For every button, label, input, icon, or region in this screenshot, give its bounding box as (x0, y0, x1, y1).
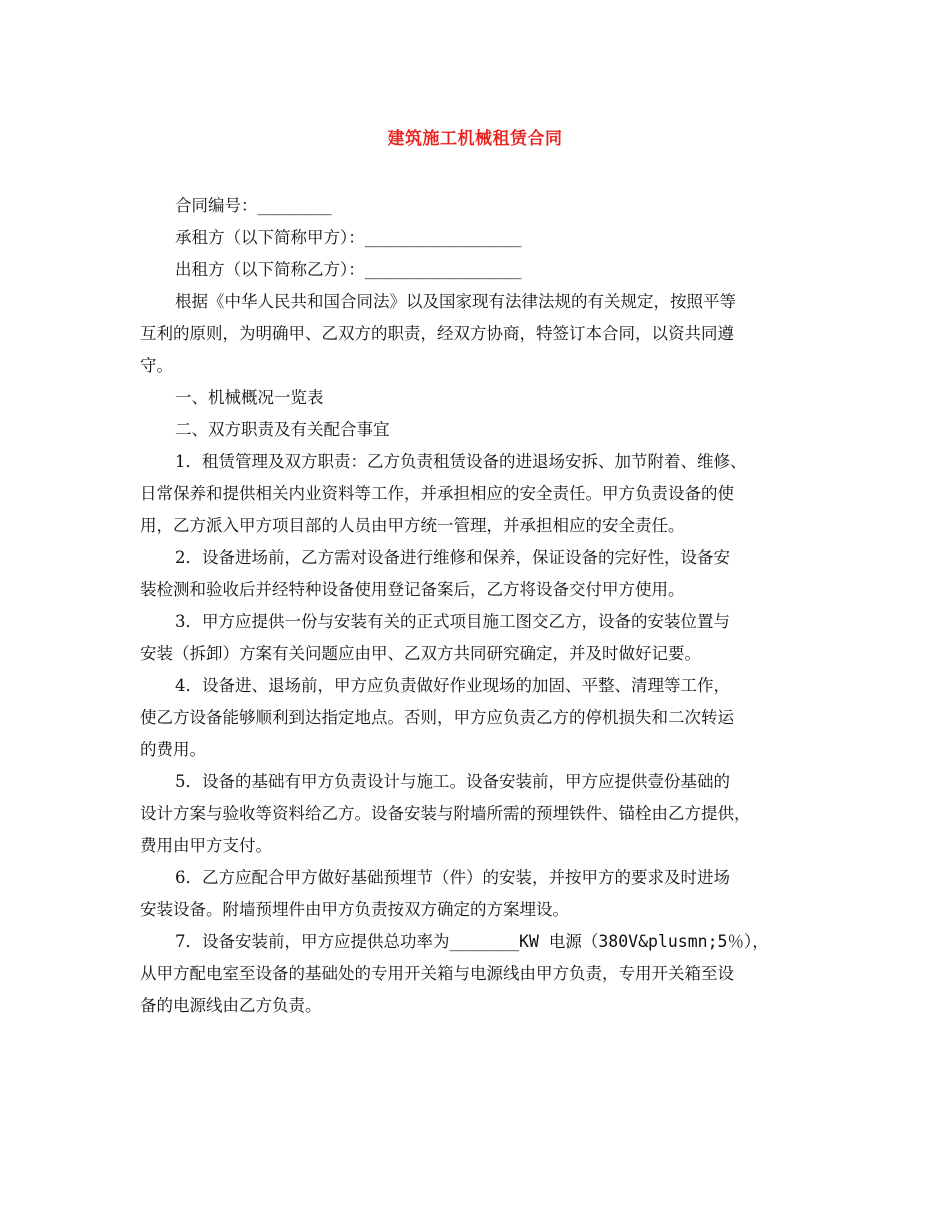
item-7-line-2: 从甲方配电室至设备的基础处的专用开关箱与电源线由甲方负责，专用开关箱至设 (140, 964, 734, 983)
item-1-line-1: 1．租赁管理及双方职责：乙方负责租赁设备的进退场安拆、加节附着、维修、 (175, 452, 747, 471)
item-4-line-1: 4．设备进、退场前，甲方应负责做好作业现场的加固、平整、清理等工作， (175, 676, 730, 695)
preamble-line-2: 互利的原则，为明确甲、乙双方的职责，经双方协商，特签订本合同，以资共同遵 (140, 324, 734, 343)
item-7-line-1 (140, 926, 830, 958)
lessor-line: 出租方（以下简称乙方）：___________________ (175, 260, 522, 279)
item-6-line-1: 6．乙方应配合甲方做好基础预埋节（件）的安装，并按甲方的要求及时进场 (175, 868, 730, 887)
item-7-line-3: 备的电源线由乙方负责。 (140, 996, 322, 1015)
item-4-line-2: 使乙方设备能够顺利到达指定地点。否则，甲方应负责乙方的停机损失和二次转运 (140, 708, 734, 727)
contract-number-line: 合同编号：_________ (175, 196, 332, 215)
document-title: 建筑施工机械租赁合同 (387, 129, 563, 149)
item-7-text: 7．设备安装前，甲方应提供总功率为 (175, 932, 450, 951)
section-1-heading: 一、机械概况一览表 (175, 388, 324, 407)
item-6-line-2: 安装设备。附墙预埋件由甲方负责按双方确定的方案埋设。 (140, 900, 569, 919)
section-2-heading: 二、双方职责及有关配合事宜 (175, 420, 390, 439)
document-body (140, 190, 830, 1022)
item-3-line-2: 安装（拆卸）方案有关问题应由甲、乙双方共同研究确定，并及时做好记要。 (140, 644, 701, 663)
item-5-line-2: 设计方案与验收等资料给乙方。设备安装与附墙所需的预埋铁件、锚栓由乙方提供， (140, 804, 751, 823)
item-7-power-blank: _______KW 电源（380V&plusmn;5％）， (449, 932, 769, 951)
item-2-line-2: 装检测和验收后并经特种设备使用登记备案后，乙方将设备交付甲方使用。 (140, 580, 685, 599)
lessee-line: 承租方（以下简称甲方）：___________________ (175, 228, 522, 247)
item-1-line-3: 用，乙方派入甲方项目部的人员由甲方统一管理，并承担相应的安全责任。 (140, 516, 685, 535)
item-3-line-1: 3．甲方应提供一份与安装有关的正式项目施工图交乙方，设备的安装位置与 (175, 612, 730, 631)
item-1-line-2: 日常保养和提供相关内业资料等工作，并承担相应的安全责任。甲方负责设备的使 (140, 484, 734, 503)
item-5-line-1: 5．设备的基础有甲方负责设计与施工。设备安装前，甲方应提供壹份基础的 (175, 772, 730, 791)
preamble-line-1: 根据《中华人民共和国合同法》以及国家现有法律法规的有关规定，按照平等 (175, 292, 736, 311)
preamble-line-3: 守。 (140, 356, 173, 375)
item-5-line-3: 费用由甲方支付。 (140, 836, 272, 855)
item-2-line-1: 2．设备进场前，乙方需对设备进行维修和保养，保证设备的完好性，设备安 (175, 548, 730, 567)
item-4-line-3: 的费用。 (140, 740, 206, 759)
